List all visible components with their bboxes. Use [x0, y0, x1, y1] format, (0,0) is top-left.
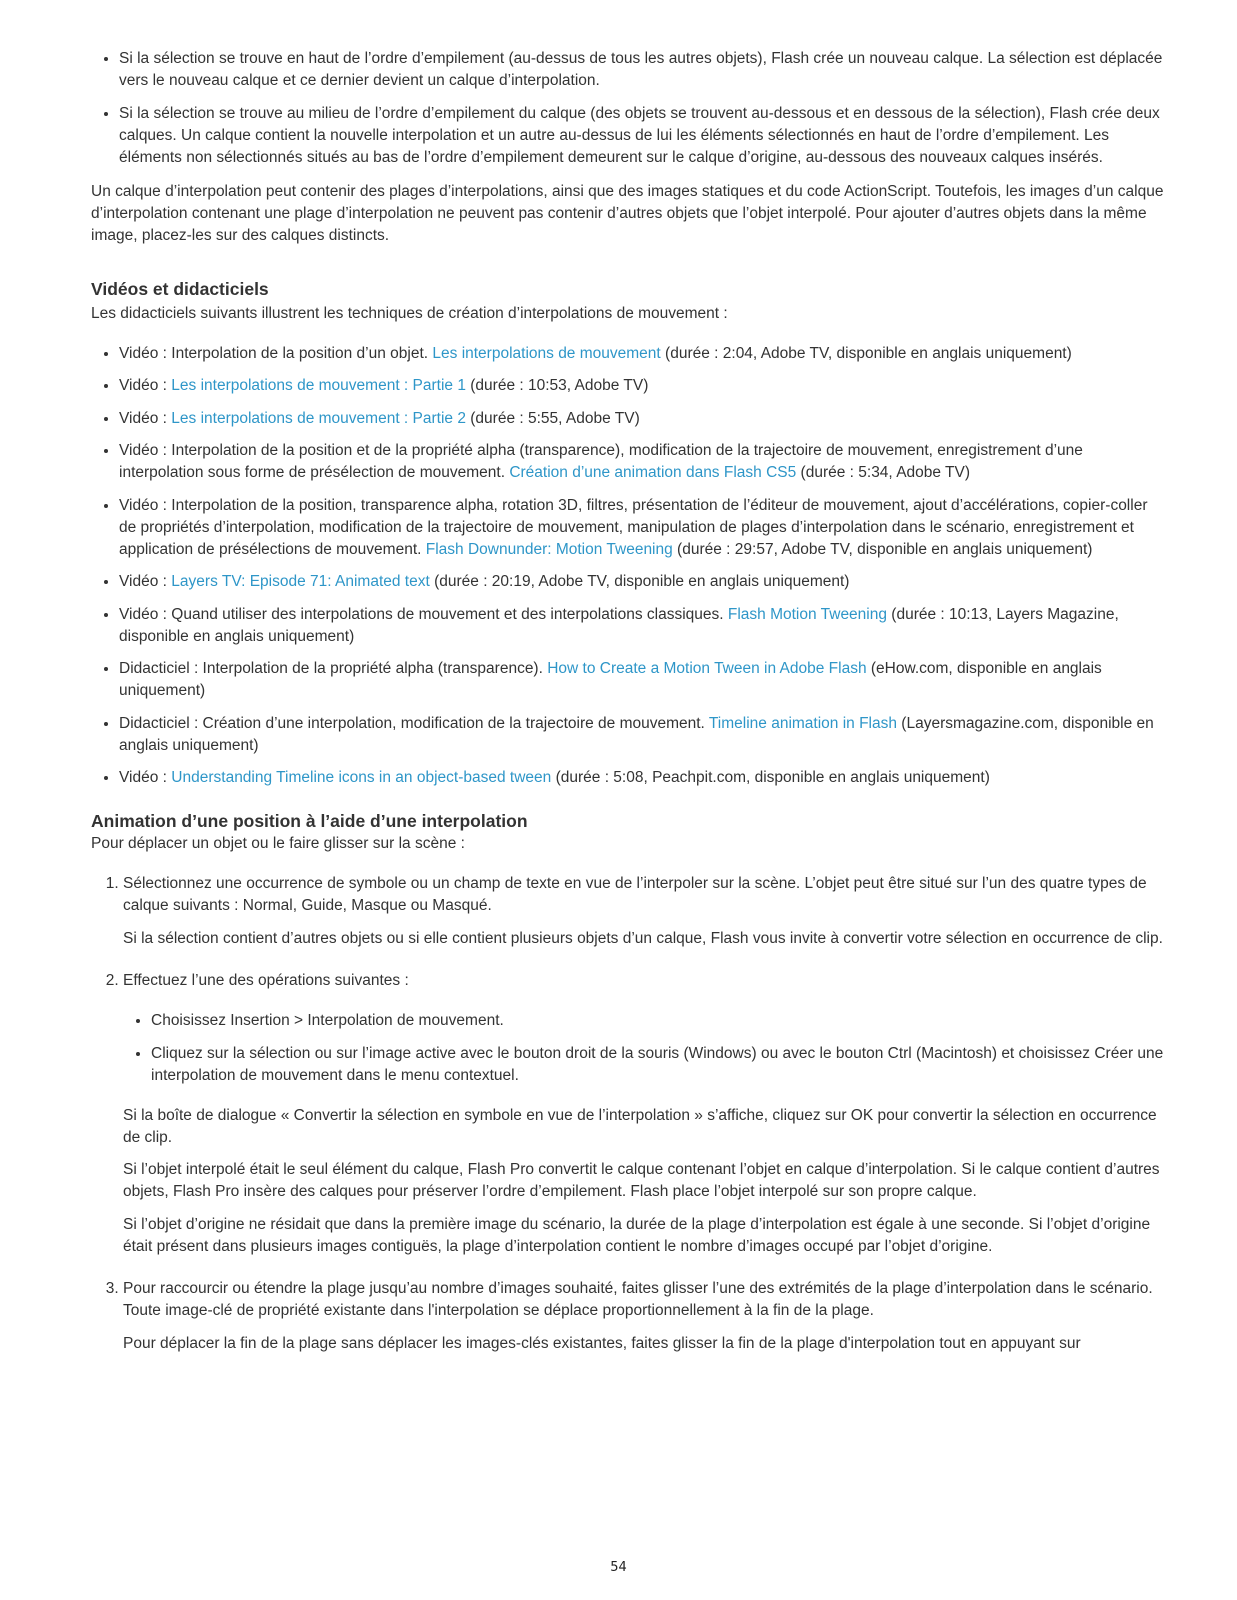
- item-text: Vidéo : Quand utiliser des interpolations de mouvement et des interpolations classiques.: [119, 605, 728, 623]
- item-text: Vidéo :: [119, 377, 172, 394]
- item-text: Didacticiel : Interpolation de la propriété alpha (transparence).: [119, 660, 548, 677]
- step-3: [123, 1278, 1166, 1355]
- tutorial-link[interactable]: Flash Motion Tweening: [727, 605, 887, 623]
- step-note: Pour déplacer la fin de la plage sans déplacer les images-clés existantes, faites glisser la fin de la plage d'interpolation tout en appuyant sur: [123, 1334, 1081, 1352]
- list-item: • Cliquez sur la sélection ou sur l’image active avec le bouton droit de la souris (Windows) ou avec le bouton Ctrl (Macintosh) et choisissez Créer une interpolation de mouvement dans le menu contextuel.: [151, 1043, 1166, 1087]
- item-text: Vidéo : Interpolation de la position, transparence alpha, rotation 3D, filtres, présentation de l’éditeur de mouvement, ajout d’accélérations, copier-coller de propriétés d’interpolation, modification de la trajectoire de mouvement, manipulation de plages d’interpolation dans le scénario, enregistrement et application de présélections de mouvement.: [119, 496, 1148, 558]
- item-text: (durée : 10:13, Layers Magazine, disponible en anglais uniquement): [119, 605, 1119, 645]
- document-page: [91, 48, 1166, 1375]
- list-item: [119, 495, 1166, 561]
- item-text: (durée : 29:57, Adobe TV, disponible en anglais uniquement): [672, 540, 1093, 558]
- list-item: • Choisissez Insertion > Interpolation de mouvement.: [151, 1010, 1166, 1032]
- section-heading-videos: Vidéos et didacticiels: [91, 278, 269, 299]
- list-item: • Si la sélection se trouve au milieu de l’ordre d’empilement du calque (des objets se trouvent au-dessous et en dessous de la sélection), Flash crée deux calques. Un calque contient la nouvelle interpolation et un autre au-dessus de lui les éléments sélectionnés en haut de l’ordre d’empilement. Les éléments non sélectionnés situés au bas de l’ordre d’empilement demeurent sur le calque d’origine, au-dessous des nouveaux calques insérés.: [119, 103, 1166, 169]
- list-item: [119, 440, 1166, 484]
- list-item: [119, 408, 1166, 430]
- list-item: [119, 571, 1166, 593]
- list-item: [119, 604, 1166, 648]
- step-text: 1. Sélectionnez une occurrence de symbole ou un champ de texte en vue de l’interpoler sur la scène. L’objet peut être situé sur l’un des quatre types de calque suivants : Normal, Guide, Masque ou Masqué.: [123, 875, 1147, 914]
- step-1: [123, 873, 1166, 950]
- item-text: (durée : 2:04, Adobe TV, disponible en anglais uniquement): [660, 344, 1072, 362]
- steps-list: [91, 873, 1166, 1355]
- list-item: [119, 658, 1166, 702]
- step-text: 2. Effectuez l’une des opérations suivantes :: [123, 972, 409, 989]
- list-item: [119, 767, 1166, 789]
- item-text: Vidéo : Interpolation de la position et de la propriété alpha (transparence), modification de la trajectoire de mouvement, enregistrement d’une interpolation sous forme de présélection de mouvement.: [119, 442, 1083, 481]
- item-text: (Layersmagazine.com, disponible en anglais uniquement): [119, 714, 1154, 754]
- item-text: Vidéo :: [119, 573, 172, 590]
- tutorial-link[interactable]: Création d’une animation dans Flash CS5: [509, 464, 797, 481]
- item-text: Vidéo : Interpolation de la position d’un objet.: [119, 344, 433, 362]
- item-text: (durée : 10:53, Adobe TV): [465, 377, 649, 394]
- layer-behavior-list: [91, 48, 1166, 169]
- section-heading-animation: Animation d’une position à l’aide d’une interpolation: [91, 811, 528, 831]
- tutorial-link[interactable]: Les interpolations de mouvement : Partie 2: [171, 409, 466, 427]
- list-item: [119, 713, 1166, 757]
- tween-layer-paragraph: Un calque d’interpolation peut contenir des plages d’interpolations, ainsi que des images statiques et du code ActionScript. Toutefois, les images d’un calque d’interpolation contenant une plage d’interpolation ne peuvent pas contenir d’autres objets que l’objet interpolé. Pour ajouter d’autres objets dans la même image, placez-les sur des calques distincts.: [91, 182, 1164, 244]
- tutorial-list: [91, 343, 1166, 790]
- item-text: Vidéo :: [119, 769, 172, 786]
- item-text: (durée : 5:08, Peachpit.com, disponible en anglais uniquement): [551, 769, 990, 786]
- tutorial-link[interactable]: Les interpolations de mouvement : Partie 1: [171, 377, 466, 394]
- options-list: [123, 1010, 1166, 1087]
- tutorial-link[interactable]: Layers TV: Episode 71: Animated text: [171, 573, 430, 590]
- item-text: Vidéo :: [119, 409, 172, 427]
- tutorial-link[interactable]: Understanding Timeline icons in an object-based tween: [171, 769, 552, 786]
- tutorial-link[interactable]: Les interpolations de mouvement: [432, 344, 661, 362]
- list-item: [119, 343, 1166, 365]
- step-note: Si l’objet d’origine ne résidait que dans la première image du scénario, la durée de la plage d’interpolation est égale à une seconde. Si l’objet d’origine était présent dans plusieurs images contiguës, la plage d’interpolation contient le nombre d’images occupé par l’objet d’origine.: [123, 1215, 1151, 1255]
- tutorial-link[interactable]: Timeline animation in Flash: [708, 714, 897, 732]
- step-2: [123, 970, 1166, 1258]
- tutorial-link[interactable]: How to Create a Motion Tween in Adobe Flash: [547, 660, 867, 677]
- page-number: 54: [610, 1560, 627, 1575]
- item-text: (eHow.com, disponible en anglais uniquement): [119, 660, 1102, 699]
- step-note: Si la sélection contient d’autres objets ou si elle contient plusieurs objets d’un calque, Flash vous invite à convertir votre sélection en occurrence de clip.: [123, 930, 1163, 947]
- item-text: (durée : 20:19, Adobe TV, disponible en anglais uniquement): [429, 573, 850, 590]
- item-text: (durée : 5:55, Adobe TV): [465, 409, 640, 427]
- item-text: Didacticiel : Création d’une interpolation, modification de la trajectoire de mouvement.: [119, 714, 709, 732]
- step-note: Si la boîte de dialogue « Convertir la sélection en symbole en vue de l’interpolation » s’affiche, cliquez sur OK pour convertir la sélection en occurrence de clip.: [123, 1106, 1157, 1146]
- step-text: 3. Pour raccourcir ou étendre la plage jusqu’au nombre d’images souhaité, faites glisser l’une des extrémités de la plage d’interpolation dans le scénario. Toute image-clé de propriété existante dans l'interpolation se déplace proportionnellement à la fin de la plage.: [123, 1279, 1153, 1319]
- step-note: Si l’objet interpolé était le seul élément du calque, Flash Pro convertit le calque contenant l’objet en calque d’interpolation. Si le calque contient d’autres objets, Flash Pro insère des calques pour préserver l’ordre d’empilement. Flash place l’objet interpolé sur son propre calque.: [123, 1161, 1160, 1200]
- section-intro-videos: Les didacticiels suivants illustrent les techniques de création d’interpolations de mouvement :: [91, 304, 728, 322]
- list-item: [119, 375, 1166, 397]
- item-text: (durée : 5:34, Adobe TV): [796, 464, 971, 481]
- section-intro-animation: Pour déplacer un objet ou le faire glisser sur la scène :: [91, 835, 465, 852]
- list-item: • Si la sélection se trouve en haut de l’ordre d’empilement (au-dessus de tous les autres objets), Flash crée un nouveau calque. La sélection est déplacée vers le nouveau calque et ce dernier devient un calque d’interpolation.: [119, 48, 1166, 92]
- tutorial-link[interactable]: Flash Downunder: Motion Tweening: [425, 540, 673, 558]
